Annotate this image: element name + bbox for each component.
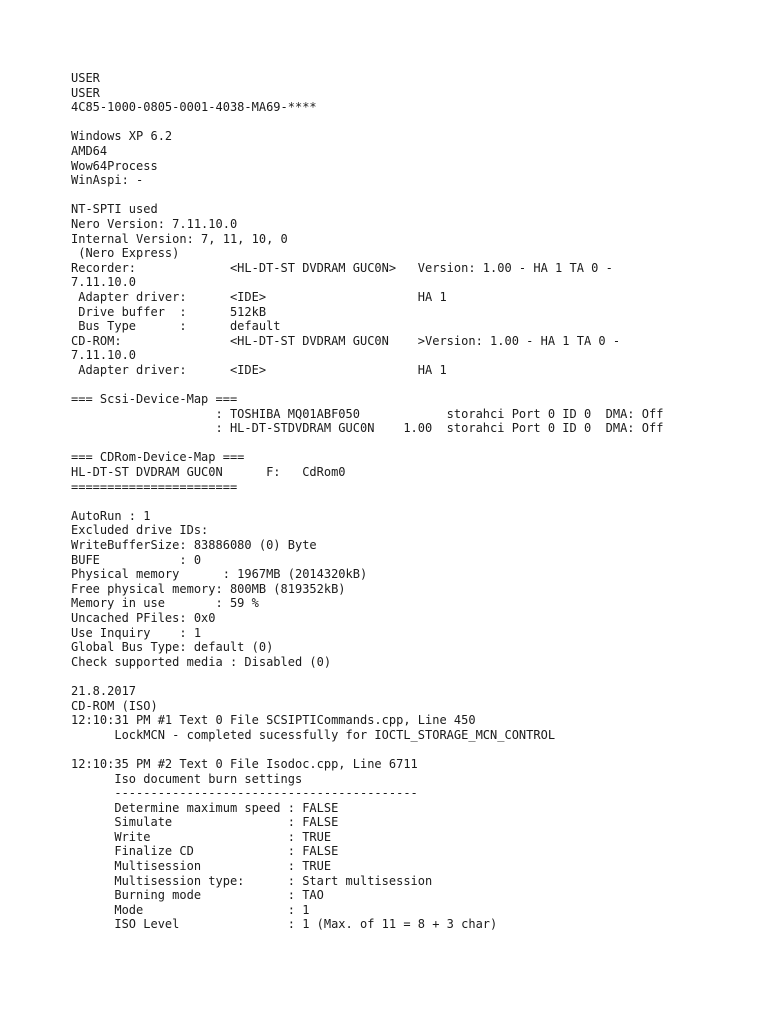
log-line: Physical memory : 1967MB (2014320kB) [71,567,368,582]
log-line: WinAspi: - [71,173,144,188]
log-line: 21.8.2017 [71,683,137,698]
log-line: : TOSHIBA MQ01ABF050 storahci Port 0 ID 0 DMA: Off [71,406,664,421]
log-line: ======================= [71,479,238,494]
log-line [71,188,663,203]
log-line: AutoRun : 1 [71,508,151,523]
log-line [71,494,663,509]
log-line: ------------------------------------------ [71,786,418,801]
log-line: HL-DT-ST DVDRAM GUC0N F: CdRom0 [71,465,346,480]
log-line: CD-ROM (ISO) [71,698,158,713]
log-line: USER [71,71,100,85]
log-line: Windows XP 6.2 [71,129,173,144]
log-line: Burning mode : TAO [71,888,324,903]
log-line: ISO Level : 1 (Max. of 11 = 8 + 3 char) [71,917,498,932]
log-line: Memory in use : 59 % [71,596,259,611]
log-line: (Nero Express) [71,246,180,261]
log-line: Drive buffer : 512kB [71,304,267,319]
log-line: Write : TRUE [71,829,332,844]
log-line: Iso document burn settings [71,771,303,786]
log-line: Simulate : FALSE [71,815,339,830]
log-line: Multisession : TRUE [71,859,332,874]
log-line: Nero Version: 7.11.10.0 [71,216,238,231]
log-line [71,742,663,757]
log-line: BUFE : 0 [71,552,202,567]
log-line: NT-SPTI used [71,202,158,217]
log-line: Uncached PFiles: 0x0 [71,610,216,625]
log-line: 7.11.10.0 [71,275,137,290]
log-line: 4C85-1000-0805-0001-4038-MA69-**** [71,100,317,115]
log-line: Free physical memory: 800MB (819352kB) [71,581,346,596]
log-line: Adapter driver: <IDE> HA 1 [71,289,447,304]
log-line [71,377,663,392]
log-line: : HL-DT-STDVDRAM GUC0N 1.00 storahci Port 0 ID 0 DMA: Off [71,421,664,436]
log-line: Global Bus Type: default (0) [71,640,274,655]
log-line: USER [71,85,100,100]
log-line: === Scsi-Device-Map === [71,392,238,407]
log-line: Recorder: <HL-DT-ST DVDRAM GUC0N> Version: 1.00 - HA 1 TA 0 - [71,260,613,275]
log-line: LockMCN - completed sucessfully for IOCTL_STORAGE_MCN_CONTROL [71,727,556,742]
log-line: Determine maximum speed : FALSE [71,800,339,815]
log-line: Bus Type : default [71,319,281,334]
nero-log-text [71,71,663,932]
log-line: AMD64 [71,143,108,158]
log-line: CD-ROM: <HL-DT-ST DVDRAM GUC0N >Version: 1.00 - HA 1 TA 0 - [71,333,621,348]
log-line: Excluded drive IDs: [71,523,209,538]
log-line [71,436,663,451]
log-line: === CDRom-Device-Map === [71,450,245,465]
log-line [71,669,663,684]
log-line: Use Inquiry : 1 [71,625,202,640]
log-line: 12:10:31 PM #1 Text 0 File SCSIPTICommands.cpp, Line 450 [71,713,476,728]
log-line: Mode : 1 [71,902,310,917]
log-line: 12:10:35 PM #2 Text 0 File Isodoc.cpp, Line 6711 [71,756,418,771]
log-line: Check supported media : Disabled (0) [71,654,332,669]
log-line: Internal Version: 7, 11, 10, 0 [71,231,288,246]
log-line: WriteBufferSize: 83886080 (0) Byte [71,538,317,552]
log-line: Wow64Process [71,158,158,173]
log-line [71,115,663,130]
log-line: 7.11.10.0 [71,348,137,363]
log-line: Adapter driver: <IDE> HA 1 [71,362,447,377]
log-line: Multisession type: : Start multisession [71,873,433,888]
log-line: Finalize CD : FALSE [71,844,339,859]
